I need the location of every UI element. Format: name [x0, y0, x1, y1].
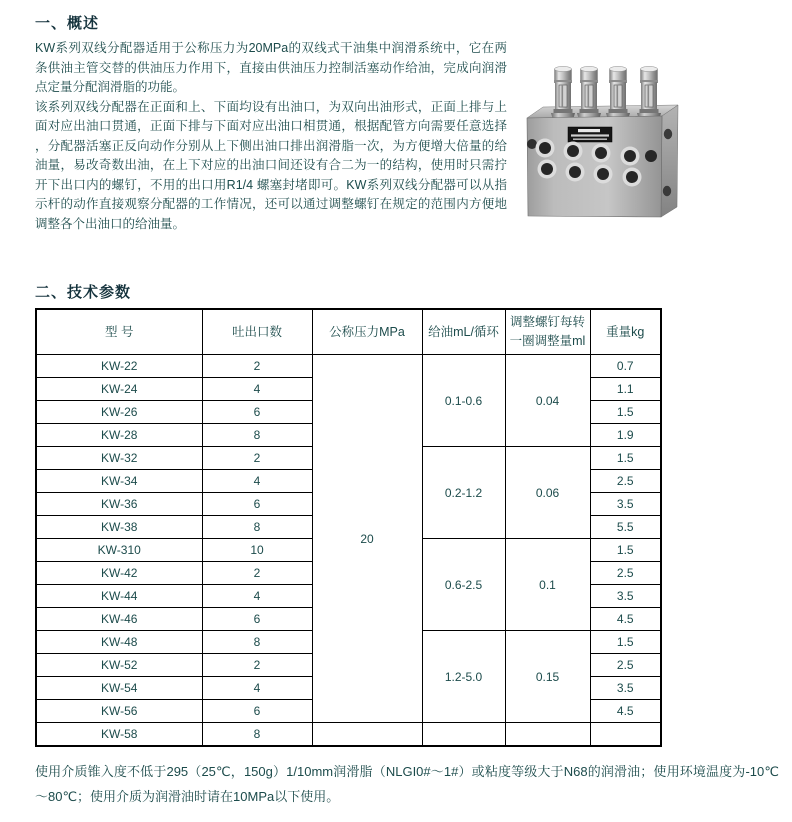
table-row — [36, 723, 661, 747]
indicator-cylinder — [577, 66, 601, 120]
cell-adjust: 0.15 — [505, 631, 590, 723]
cell-outlets: 2 — [202, 355, 312, 378]
cell-model: KW-58 — [36, 723, 202, 747]
cell-oil-range: 0.6-2.5 — [422, 539, 505, 631]
cell-outlets: 4 — [202, 378, 312, 401]
cell-model: KW-48 — [36, 631, 202, 654]
cell-model: KW-32 — [36, 447, 202, 470]
nameplate — [568, 127, 612, 142]
cell-weight: 1.5 — [590, 447, 661, 470]
cell-outlets: 8 — [202, 723, 312, 747]
cell-weight: 2.5 — [590, 562, 661, 585]
cell-model: KW-44 — [36, 585, 202, 608]
overview-heading: 一、概述 — [35, 15, 100, 32]
cell-weight: 1.5 — [590, 401, 661, 424]
cell-weight: 1.1 — [590, 378, 661, 401]
cell-model: KW-28 — [36, 424, 202, 447]
cell-model: KW-24 — [36, 378, 202, 401]
table-row — [36, 355, 661, 378]
cell-outlets: 6 — [202, 493, 312, 516]
cell-outlets: 4 — [202, 585, 312, 608]
usage-notes: 使用介质锥入度不低于295（25℃，150g）1/10mm润滑脂（NLGI0#～1#）或粘度等级大于N68的润滑油；使用环境温度为-10℃～80℃；使用介质为润滑油时请在10MPa以下使用。 — [35, 764, 779, 804]
col-header-weight: 重量kg — [590, 309, 661, 355]
cell-model: KW-52 — [36, 654, 202, 677]
cell-adjust: 0.06 — [505, 447, 590, 539]
cell-weight: 2.5 — [590, 470, 661, 493]
cell-model: KW-36 — [36, 493, 202, 516]
table-header-row — [36, 309, 661, 355]
overview-paragraph-2: 该系列双线分配器在正面和上、下面均设有出油口，为双向出油形式，正面上排与上面对应出油口贯通，正面下排与下面对应出油口相贯通，根据配管方向需要任意选择，分配器活塞正反向动作分别从上下侧出油口排出润滑脂一次，为方便增大倍量的给油量，易改奇数出油，在上下对应的出油口间还设有合二为一的结构，使用时只需拧开下出口内的螺钉，不用的出口用R1/4 螺塞封堵即可。KW系列双线分配器可以从指示杆的动作直接观察分配器的工作情况，还可以通过调整螺钉在规定的范围内方便地调整各个出油口的给油量。 — [35, 99, 507, 231]
cell-pressure-empty — [312, 723, 422, 747]
cell-adjust: 0.1 — [505, 539, 590, 631]
col-header-pressure: 公称压力MPa — [312, 309, 422, 355]
cell-outlets: 2 — [202, 654, 312, 677]
cell-model: KW-56 — [36, 700, 202, 723]
cell-model: KW-34 — [36, 470, 202, 493]
cell-model: KW-22 — [36, 355, 202, 378]
cell-weight — [590, 723, 661, 747]
cell-outlets: 4 — [202, 677, 312, 700]
cell-outlets: 10 — [202, 539, 312, 562]
block-side-face — [661, 105, 678, 217]
cell-outlets: 8 — [202, 631, 312, 654]
cell-model: KW-46 — [36, 608, 202, 631]
cell-outlets: 4 — [202, 470, 312, 493]
cell-model: KW-42 — [36, 562, 202, 585]
cell-oil-range-empty — [422, 723, 505, 747]
col-header-outlets: 吐出口数 — [202, 309, 312, 355]
col-header-oil: 给油mL/循环 — [422, 309, 505, 355]
cell-weight: 1.9 — [590, 424, 661, 447]
cell-weight: 2.5 — [590, 654, 661, 677]
indicator-cylinder — [551, 66, 575, 120]
cell-outlets: 2 — [202, 447, 312, 470]
product-photo — [515, 39, 792, 244]
cell-outlets: 6 — [202, 608, 312, 631]
cell-adjust-empty — [505, 723, 590, 747]
cell-weight: 4.5 — [590, 700, 661, 723]
indicator-cylinder — [637, 66, 661, 120]
indicator-cylinder — [606, 66, 630, 120]
cell-weight: 3.5 — [590, 585, 661, 608]
overview-section — [35, 39, 792, 249]
overview-text — [35, 39, 507, 249]
cell-outlets: 8 — [202, 516, 312, 539]
cell-model: KW-38 — [36, 516, 202, 539]
cell-outlets: 6 — [202, 401, 312, 424]
specs-heading: 二、技术参数 — [35, 284, 132, 301]
cell-weight: 3.5 — [590, 677, 661, 700]
cell-adjust: 0.04 — [505, 355, 590, 447]
col-header-adjust: 调整螺钉每转一圈调整量ml — [505, 309, 590, 355]
cell-model: KW-26 — [36, 401, 202, 424]
cell-weight: 5.5 — [590, 516, 661, 539]
cell-weight: 3.5 — [590, 493, 661, 516]
cell-outlets: 8 — [202, 424, 312, 447]
cell-weight: 1.5 — [590, 631, 661, 654]
cell-oil-range: 0.2-1.2 — [422, 447, 505, 539]
cell-outlets: 2 — [202, 562, 312, 585]
cell-model: KW-310 — [36, 539, 202, 562]
cell-oil-range: 1.2-5.0 — [422, 631, 505, 723]
cell-model: KW-54 — [36, 677, 202, 700]
col-header-model: 型 号 — [36, 309, 202, 355]
cell-weight: 4.5 — [590, 608, 661, 631]
cell-weight: 1.5 — [590, 539, 661, 562]
overview-paragraph-1: KW系列双线分配器适用于公称压力为20MPa的双线式干油集中润滑系统中，它在两条供油主管交替的供油压力作用下，直接由供油压力控制活塞动作给油，完成向润滑点定量分配润滑脂的功能。 — [35, 41, 507, 94]
cell-oil-range: 0.1-0.6 — [422, 355, 505, 447]
cell-outlets: 6 — [202, 700, 312, 723]
cell-weight: 0.7 — [590, 355, 661, 378]
cell-pressure: 20 — [312, 355, 422, 723]
product-photo-container — [515, 39, 792, 249]
specs-table — [35, 308, 662, 747]
